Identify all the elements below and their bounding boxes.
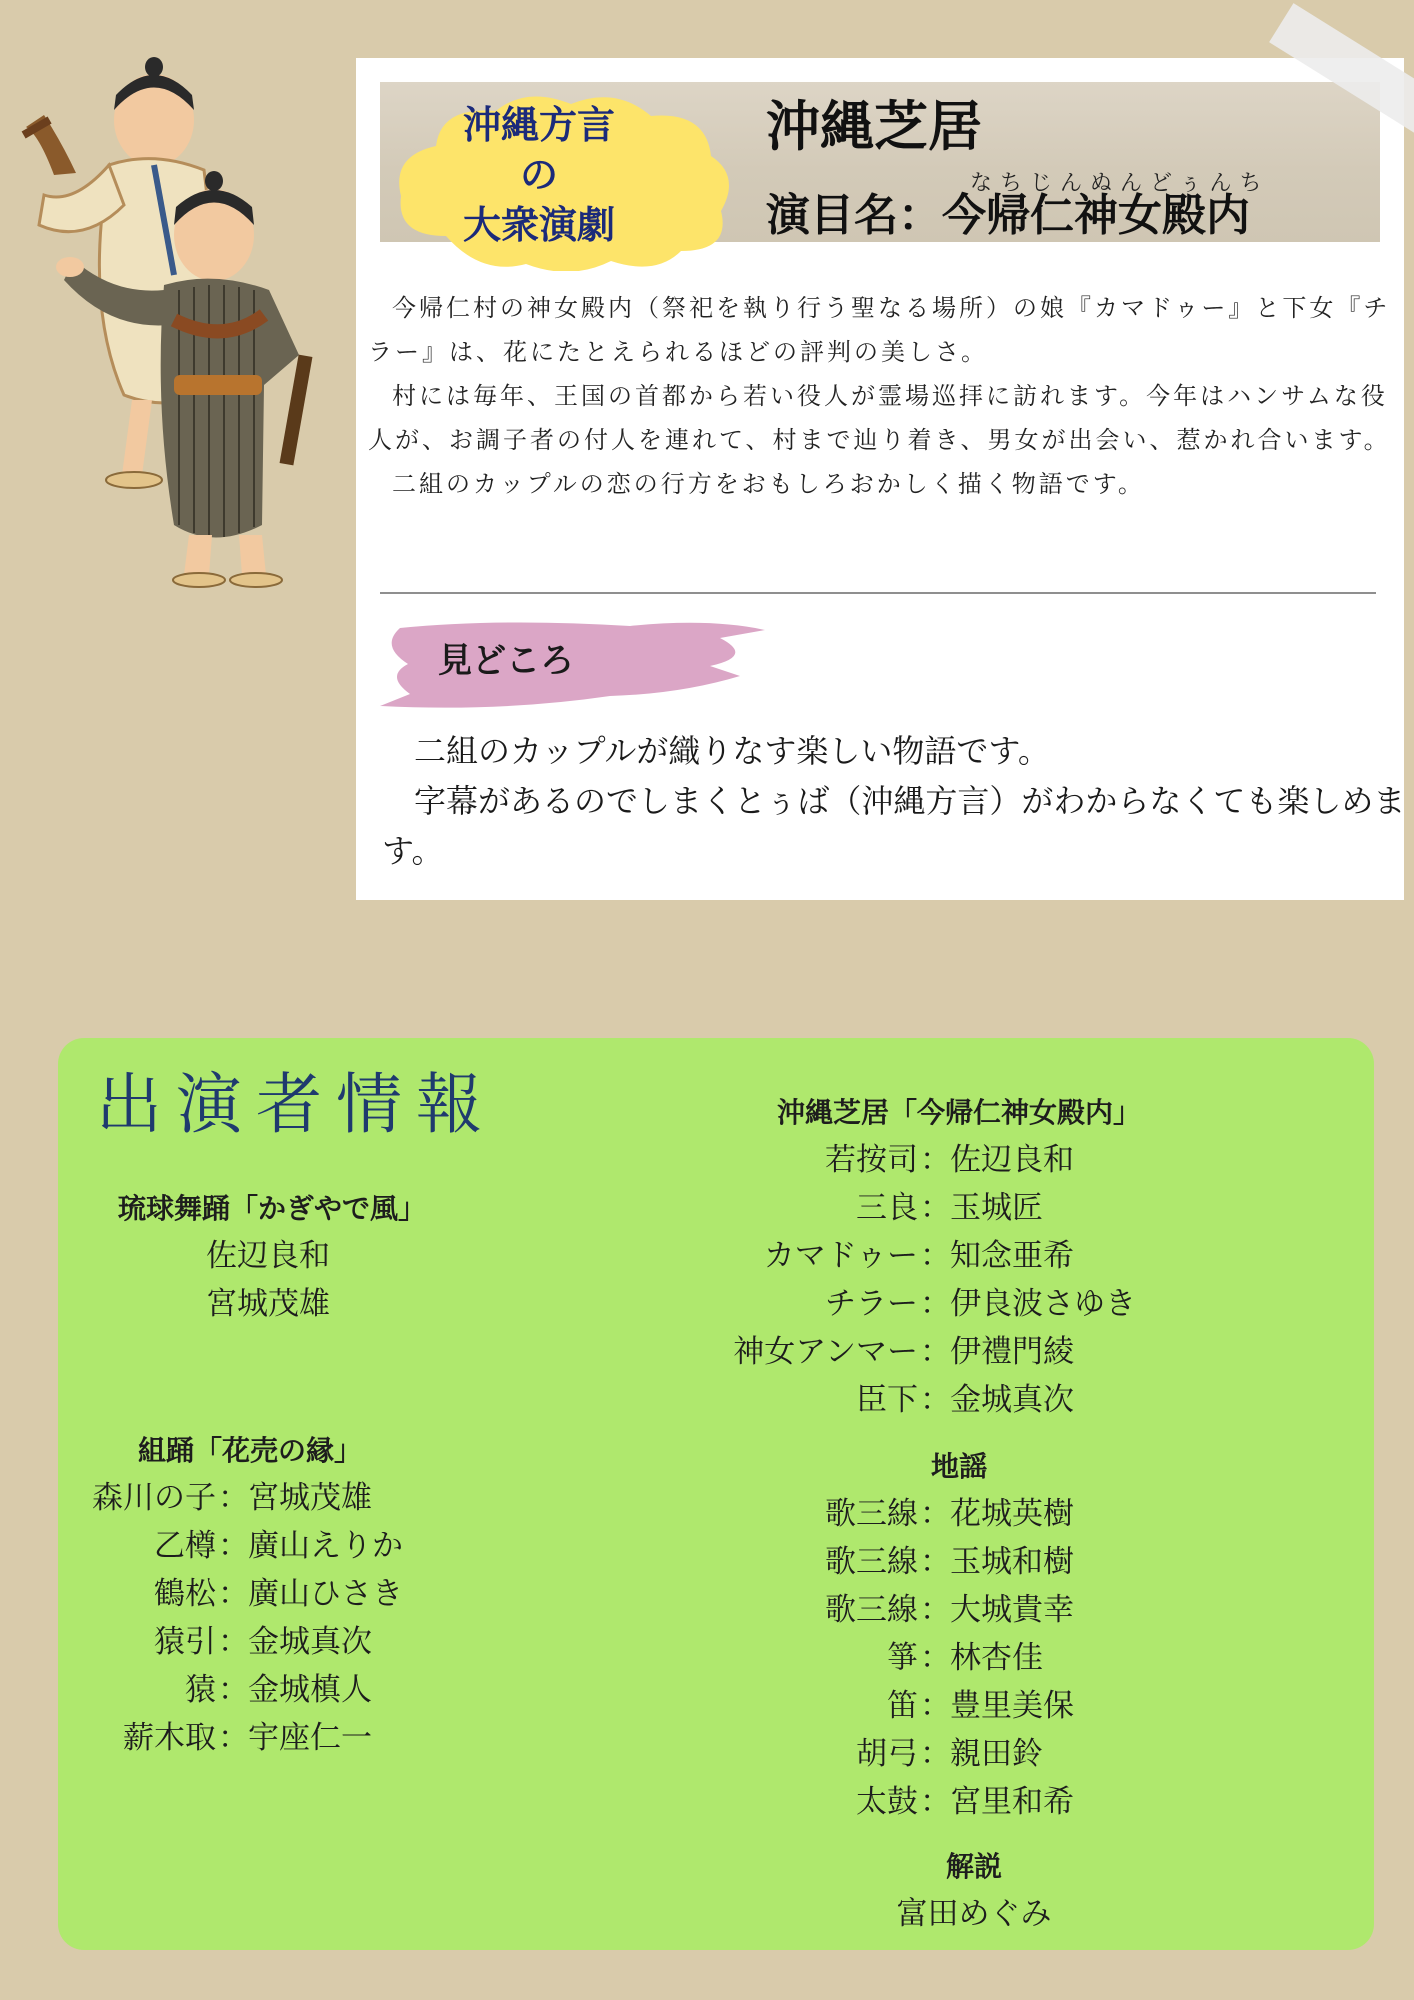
separator: ： [920,1334,951,1370]
separator: ： [218,1720,249,1756]
separator: ： [920,1238,951,1274]
separator: ： [920,1142,951,1178]
separator: ： [920,1190,951,1226]
separator: ： [218,1624,249,1660]
actor-name: 宮城茂雄 [248,1480,372,1516]
cloud-line: の [519,152,558,197]
actor-name: 宇座仁一 [248,1720,372,1756]
program-title: 沖縄芝居「今帰仁神女殿内」 [776,1096,1141,1129]
program-title: 解説 [945,1850,1002,1883]
front-performer-figure [56,171,312,587]
synopsis [368,286,1394,506]
hanauri-group [80,1428,403,1762]
cast-row [632,1376,1252,1424]
shibai-group [632,1090,1252,1424]
performer-name: 宮城茂雄 [206,1286,330,1322]
separator: ： [920,1688,951,1724]
highlight-paragraph: 字幕があるのでしまくとぅば（沖縄方言）がわからなくても楽しめます。 [382,782,1406,870]
separator: ： [920,1592,951,1628]
role-name: 歌三線 [825,1496,918,1532]
cast-row [80,1618,400,1666]
actor-name: 伊良波さゆき [950,1286,1136,1322]
actor-name: 廣山えりか [248,1528,403,1564]
title-ruby: なちじんぬんどぅんち [970,171,1270,196]
cast-row [632,1490,1252,1538]
program-title: 琉球舞踊「かぎやで風」 [118,1192,427,1225]
cast-row [632,1634,1252,1682]
separator: ： [218,1576,249,1612]
role-name: 神女アンマー [733,1334,918,1370]
cast-row [632,1730,1252,1778]
cast-info-panel [58,1038,1374,1950]
commentator-name: 富田めぐみ [896,1896,1052,1932]
cast-row [80,1666,400,1714]
role-name: 胡弓 [856,1736,918,1772]
cast-row [632,1184,1252,1232]
synopsis-paragraph: 村には毎年、王国の首都から若い役人が霊場巡拝に訪れます。今年はハンサムな役人が、お調子者の付人を連れて、村まで辿り着き、男女が出会い、惹かれ合います。 [368,382,1391,454]
role-name: 歌三線 [825,1544,918,1580]
program-title: 地謡 [930,1450,987,1483]
cast-row [632,1778,1252,1826]
separator: ： [920,1496,951,1532]
show-info-card [356,58,1404,900]
cloud-line: 沖縄方言 [462,102,615,147]
cast-row [632,1136,1252,1184]
cast-row [80,1522,403,1570]
actor-name: 廣山ひさき [248,1576,403,1612]
actor-name: 林杏佳 [950,1640,1043,1676]
separator: ： [218,1672,249,1708]
jikata-group [632,1444,1252,1826]
cast-row [632,1586,1252,1634]
program-name: 演目名：今帰仁神女殿内 [766,190,1250,241]
role-name: 猿引 [154,1624,216,1660]
highlight-label: 見どころ [438,641,574,681]
cast-row [80,1570,403,1618]
cast-row [80,1714,400,1762]
program-title: 組踊「花売の縁」 [137,1434,362,1467]
actor-name: 玉城匠 [950,1190,1043,1226]
actor-name: 金城真次 [950,1382,1074,1418]
cast-row [632,1328,1252,1376]
separator: ： [218,1480,249,1516]
performer-name: 佐辺良和 [206,1238,330,1274]
cast-row [632,1538,1252,1586]
actor-name: 宮里和希 [950,1784,1074,1820]
role-name: チラー [825,1286,918,1322]
role-name: 乙樽 [154,1528,216,1564]
actor-name: 玉城和樹 [950,1544,1074,1580]
actor-name: 金城槙人 [248,1672,372,1708]
actor-name: 親田鈴 [950,1736,1043,1772]
show-title: 沖縄芝居 [766,95,982,158]
separator: ： [920,1784,951,1820]
kagiyade-group [118,1186,427,1328]
cast-row [632,1280,1252,1328]
role-name: 臣下 [856,1382,918,1418]
synopsis-paragraph: 二組のカップルの恋の行方をおもしろおかしく描く物語です。 [392,470,1145,498]
highlight-text [382,726,1412,876]
role-name: 笛 [887,1688,918,1724]
divider [380,592,1376,594]
actor-name: 知念亜希 [950,1238,1074,1274]
separator: ： [920,1286,951,1322]
role-name: 森川の子 [92,1480,216,1516]
commentary-group [852,1844,1096,1938]
actor-name: 大城貴幸 [950,1592,1074,1628]
role-name: 箏 [887,1640,918,1676]
actor-name: 佐辺良和 [950,1142,1074,1178]
role-name: 太鼓 [856,1784,918,1820]
separator: ： [920,1640,951,1676]
role-name: 三良 [856,1190,918,1226]
cast-heading: 出演者情報 [96,1066,496,1143]
role-name: 鶴松 [154,1576,216,1612]
performers-illustration [14,55,354,600]
actor-name: 豊里美保 [950,1688,1074,1724]
separator: ： [218,1528,249,1564]
role-name: カマドゥー [763,1238,918,1274]
role-name: 薪木取 [123,1720,216,1756]
separator: ： [920,1382,951,1418]
cast-row [632,1682,1252,1730]
cloud-line: 大衆演劇 [462,202,615,247]
actor-name: 伊禮門綾 [950,1334,1074,1370]
separator: ： [920,1544,951,1580]
synopsis-paragraph: 今帰仁村の神女殿内（祭祀を執り行う聖なる場所）の娘『カマドゥー』と下女『チラー』は、花にたとえられるほどの評判の美しさ。 [368,294,1391,366]
actor-name: 花城英樹 [950,1496,1074,1532]
cast-row [632,1232,1252,1280]
cast-row [80,1474,400,1522]
cloud-badge-text [434,100,644,250]
role-name: 若按司 [825,1142,918,1178]
role-name: 猿 [185,1672,216,1708]
highlight-paragraph: 二組のカップルが織りなす楽しい物語です。 [414,732,1050,770]
separator: ： [920,1736,951,1772]
actor-name: 金城真次 [248,1624,372,1660]
role-name: 歌三線 [825,1592,918,1628]
